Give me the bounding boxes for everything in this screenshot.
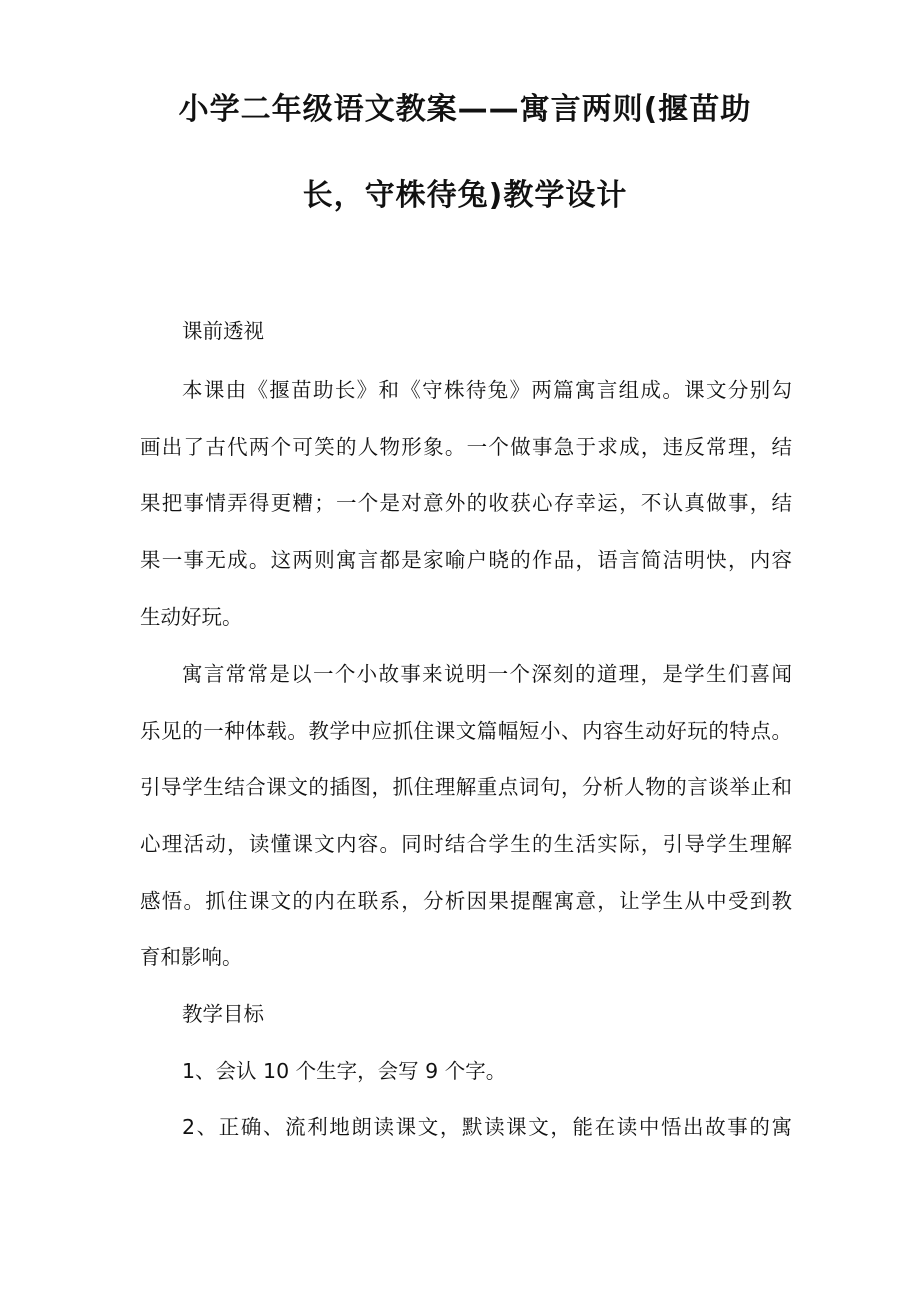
paragraph-line: 乐见的一种体载。教学中应抓住课文篇幅短小、内容生动好玩的特点。 <box>140 719 792 743</box>
paragraph-line: 寓言常常是以一个小故事来说明一个深刻的道理，是学生们喜闻 <box>182 662 792 686</box>
paragraph-line: 果把事情弄得更糟；一个是对意外的收获心存幸运，不认真做事，结 <box>140 491 792 515</box>
paragraph-line: 感悟。抓住课文的内在联系，分析因果提醒寓意，让学生从中受到教 <box>140 889 792 913</box>
paragraph-line: 心理活动，读懂课文内容。同时结合学生的生活实际，引导学生理解 <box>140 832 792 856</box>
section-heading-preview: 课前透视 <box>182 319 264 343</box>
paragraph-line: 本课由《揠苗助长》和《守株待兔》两篇寓言组成。课文分别勾 <box>182 378 792 402</box>
section-heading-objectives: 教学目标 <box>182 1002 264 1026</box>
document-title-line-1: 小学二年级语文教案——寓言两则(揠苗助 <box>178 92 752 127</box>
paragraph-line: 果一事无成。这两则寓言都是家喻户晓的作品，语言简洁明快，内容 <box>140 548 792 572</box>
objective-item: 1、会认 10 个生字，会写 9 个字。 <box>182 1059 507 1083</box>
paragraph-line: 育和影响。 <box>140 945 243 969</box>
paragraph-line: 引导学生结合课文的插图，抓住理解重点词句，分析人物的言谈举止和 <box>140 775 792 799</box>
document-title-line-2: 长，守株待兔)教学设计 <box>302 178 628 213</box>
objective-item: 2、正确、流利地朗读课文，默读课文，能在读中悟出故事的寓 <box>182 1115 792 1139</box>
paragraph-line: 画出了古代两个可笑的人物形象。一个做事急于求成，违反常理，结 <box>140 435 792 459</box>
paragraph-line: 生动好玩。 <box>140 605 243 629</box>
